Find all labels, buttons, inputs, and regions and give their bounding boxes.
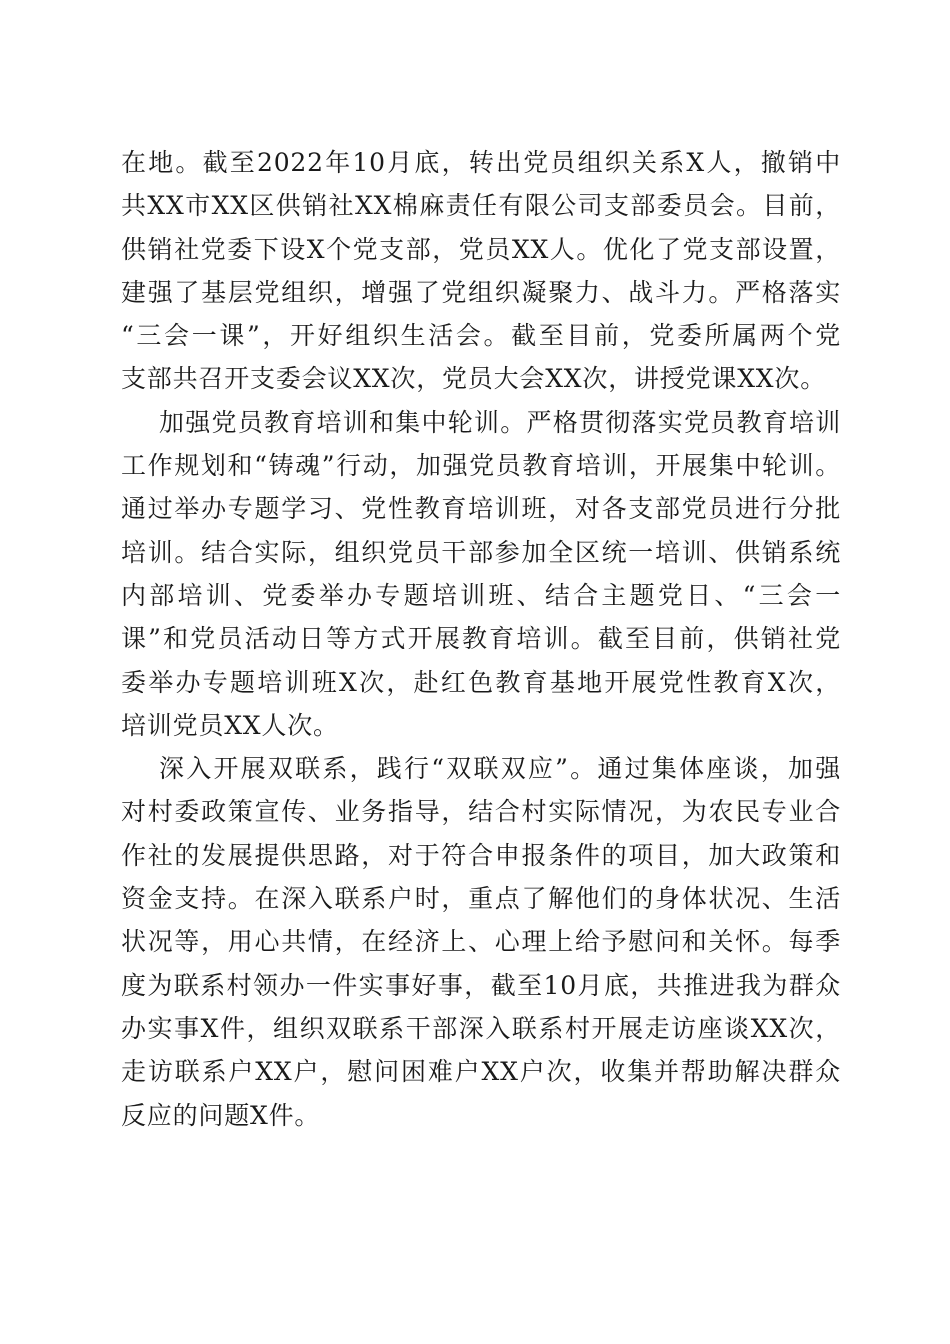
paragraph-3-line-4: 资金支持。在深入联系户时，重点了解他们的身体状况、生活 bbox=[121, 884, 841, 914]
paragraph-1-line-2: 共XX市XX区供销社XX棉麻责任有限公司支部委员会。目前， bbox=[121, 191, 841, 221]
paragraph-2-line-6: 课”和党员活动日等方式开展教育培训。截至目前，供销社党 bbox=[121, 624, 841, 654]
paragraph-1-line-4: 建强了基层党组织，增强了党组织凝聚力、战斗力。严格落实 bbox=[121, 277, 841, 307]
paragraph-3-line-7: 办实事X件，组织双联系干部深入联系村开展走访座谈XX次， bbox=[121, 1013, 841, 1043]
paragraph-3-line-9: 反应的问题X件。 bbox=[121, 1100, 321, 1130]
paragraph-2-line-4: 培训。结合实际，组织党员干部参加全区统一培训、供销系统 bbox=[121, 537, 841, 567]
paragraph-1-line-5: “三会一课”，开好组织生活会。截至目前，党委所属两个党 bbox=[121, 321, 841, 351]
document-body bbox=[121, 141, 841, 1137]
paragraph-1-line-3: 供销社党委下设X个党支部，党员XX人。优化了党支部设置， bbox=[121, 234, 841, 264]
paragraph-3-line-8: 走访联系户XX户，慰问困难户XX户次，收集并帮助解决群众 bbox=[121, 1057, 841, 1087]
paragraph-3-line-2: 对村委政策宣传、业务指导，结合村实际情况，为农民专业合 bbox=[121, 797, 841, 827]
paragraph-2-line-7: 委举办专题培训班X次，赴红色教育基地开展党性教育X次， bbox=[121, 667, 841, 697]
paragraph-2-line-8: 培训党员XX人次。 bbox=[121, 710, 339, 740]
paragraph-2-line-2: 工作规划和“铸魂”行动，加强党员教育培训，开展集中轮训。 bbox=[121, 451, 841, 481]
paragraph-1-line-1: 在地。截至2022年10月底，转出党员组织关系X人，撤销中 bbox=[121, 148, 841, 177]
paragraph-3-line-3: 作社的发展提供思路，对于符合申报条件的项目，加大政策和 bbox=[121, 840, 841, 870]
paragraph-3-line-5: 状况等，用心共情，在经济上、心理上给予慰问和关怀。每季 bbox=[121, 927, 841, 957]
paragraph-1-line-6: 支部共召开支委会议XX次，党员大会XX次，讲授党课XX次。 bbox=[121, 364, 826, 394]
paragraph-2-line-1: 加强党员教育培训和集中轮训。严格贯彻落实党员教育培训 bbox=[159, 407, 841, 437]
paragraph-3-line-6: 度为联系村领办一件实事好事，截至10月底，共推进我为群众 bbox=[121, 970, 841, 1000]
paragraph-2-line-3: 通过举办专题学习、党性教育培训班，对各支部党员进行分批 bbox=[121, 494, 841, 524]
paragraph-3-line-1: 深入开展双联系，践行“双联双应”。通过集体座谈，加强 bbox=[159, 754, 841, 784]
paragraph-2-line-5: 内部培训、党委举办专题培训班、结合主题党日、“三会一 bbox=[121, 580, 841, 610]
